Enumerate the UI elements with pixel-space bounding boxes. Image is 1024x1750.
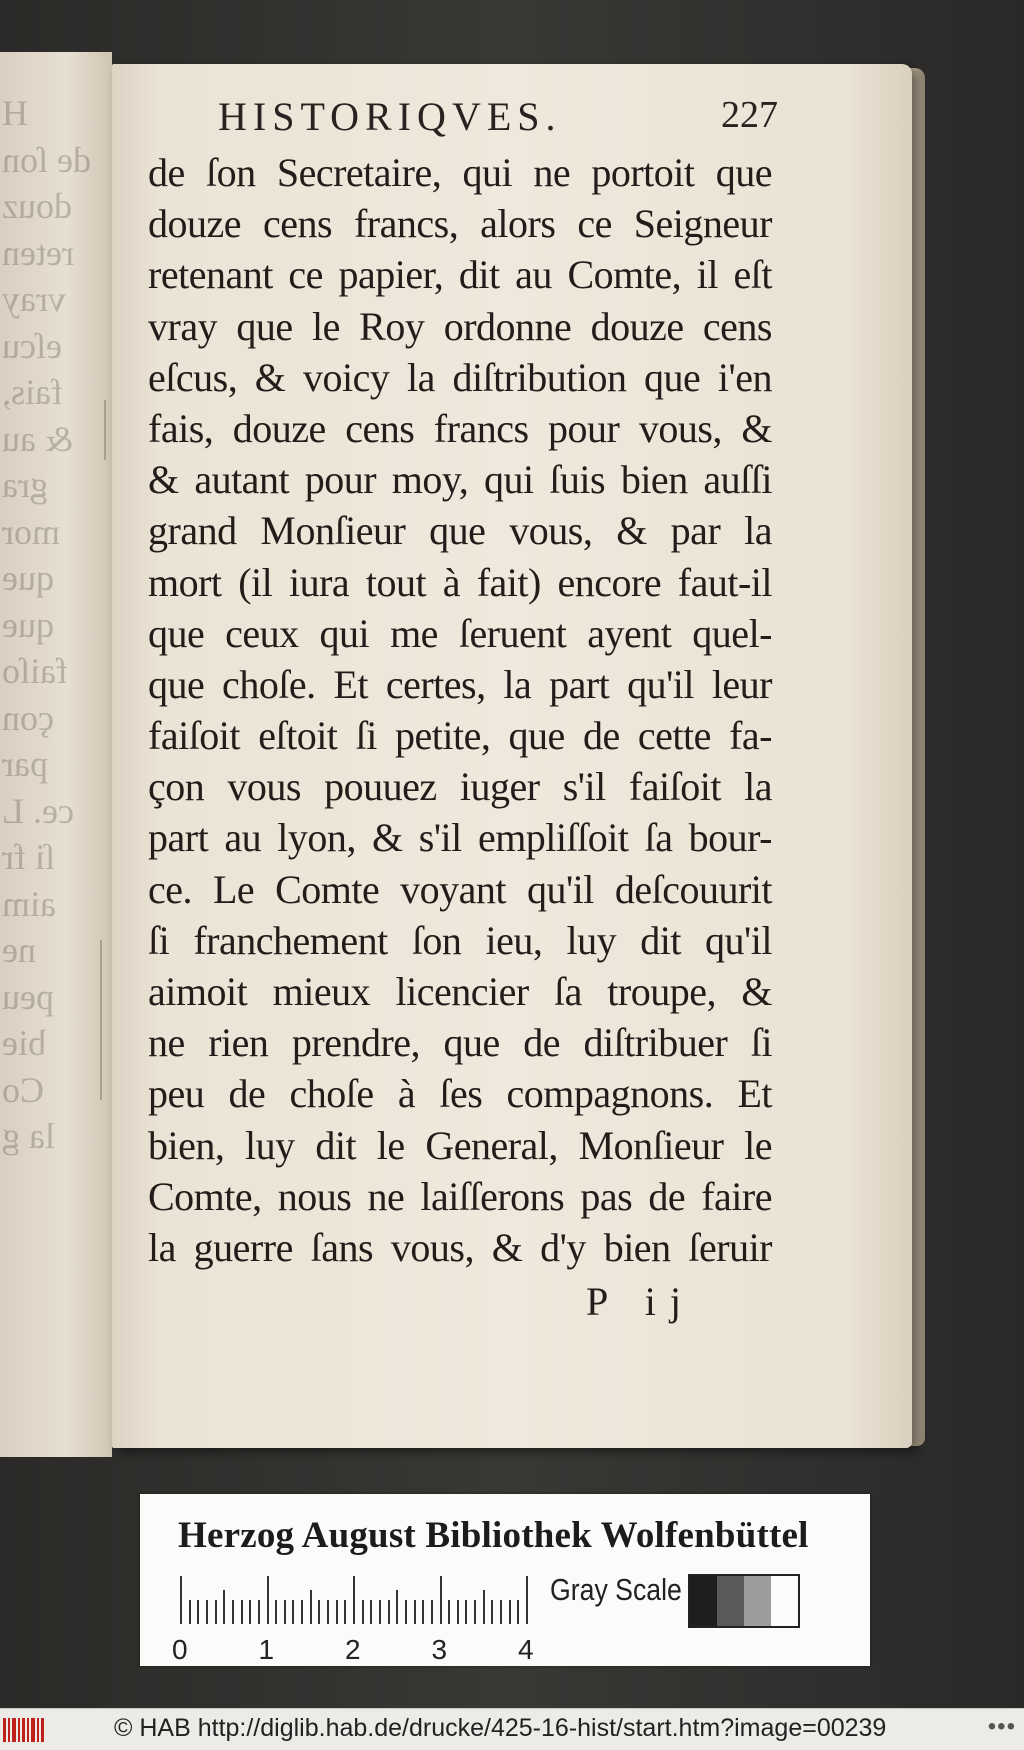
- text-line: çon vous pouuez iuger s'il faiſoit la: [148, 764, 772, 810]
- gray-swatch: [744, 1576, 771, 1626]
- gray-scale-label: Gray Scale: [550, 1572, 682, 1607]
- left-page-text: Co: [2, 1069, 45, 1110]
- ruler-tick: [215, 1600, 217, 1624]
- left-page-text: vray: [2, 279, 66, 319]
- text-line: de ſon Secretaire, qui ne portoit que: [148, 150, 772, 195]
- text-line: ne rien prendre, que de diſtribuer ſi: [148, 1020, 772, 1066]
- ruler-tick: [370, 1600, 372, 1624]
- hab-barcode-icon: [3, 1718, 47, 1742]
- reference-card: [140, 1494, 870, 1666]
- page-text: [148, 147, 772, 1273]
- text-line: grand Monſieur que vous, & par la: [148, 508, 772, 554]
- left-page-text: ce. L: [2, 790, 74, 831]
- more-icon[interactable]: •••: [987, 1713, 1016, 1740]
- ruler-tick: [509, 1600, 511, 1624]
- ruler-label: 4: [518, 1634, 534, 1665]
- ruler-tick: [292, 1600, 294, 1624]
- ruler-tick: [414, 1600, 416, 1624]
- text-line: la guerre ſans vous, & d'y bien ſeruir: [148, 1224, 772, 1270]
- text-line: Comte, nous ne laiſſerons pas de faire: [148, 1173, 772, 1219]
- text-line: vray que le Roy ordonne douze cens: [148, 303, 772, 349]
- ruler-label: 1: [258, 1634, 275, 1665]
- text-line: peu de choſe à ſes compagnons. Et: [148, 1071, 772, 1117]
- ruler-label: 0: [172, 1634, 188, 1665]
- gray-scale-swatches: [688, 1574, 800, 1628]
- ruler-tick: [405, 1600, 407, 1624]
- gray-swatch: [690, 1576, 717, 1626]
- ruler-tick: [465, 1600, 467, 1624]
- text-line: retenant ce papier, dit au Comte, il eſt: [148, 252, 772, 298]
- ruler-tick: [318, 1600, 320, 1624]
- left-page-fragment: [0, 52, 112, 1457]
- ruler-tick: [500, 1600, 502, 1624]
- ruler-tick: [310, 1590, 312, 1624]
- left-page-text: peu: [2, 976, 54, 1017]
- text-line: mort (il iura tout à fait) encore faut-il: [148, 559, 772, 605]
- text-line: que ceux qui me ſeruent ayent quel-: [148, 610, 772, 656]
- left-page-text: la g: [2, 1116, 55, 1156]
- ruler-tick: [267, 1576, 269, 1624]
- ruler-tick: [232, 1600, 234, 1624]
- ruler-tick: [440, 1576, 442, 1624]
- ruler-label: 3: [431, 1634, 448, 1665]
- page-crease: [100, 940, 102, 1100]
- text-line: & autant pour moy, qui ſuis bien auſſi: [148, 457, 772, 503]
- page-header: [218, 93, 778, 143]
- ruler-tick: [241, 1600, 243, 1624]
- left-page-text: par: [2, 744, 48, 784]
- ruler-tick: [517, 1600, 519, 1624]
- left-page-text: aim: [2, 883, 56, 924]
- ruler-tick: [301, 1600, 303, 1624]
- ruler-tick: [526, 1576, 528, 1624]
- ruler-tick: [431, 1600, 433, 1624]
- text-line: ce. Le Comte voyant qu'il deſcouurit: [148, 866, 772, 912]
- ruler-tick: [491, 1600, 493, 1624]
- ruler-tick: [336, 1600, 338, 1624]
- ruler-tick: [483, 1590, 485, 1624]
- ruler-label: 2: [345, 1634, 361, 1665]
- gray-swatch: [717, 1576, 744, 1626]
- status-bar: [0, 1708, 1024, 1750]
- copyright-url[interactable]: © HAB http://diglib.hab.de/drucke/425-16-hist/start.htm?image=00239: [114, 1714, 887, 1742]
- text-line: fais, douze cens francs pour vous, &: [148, 405, 772, 451]
- left-page-text: que: [2, 558, 54, 598]
- ruler-tick: [379, 1600, 381, 1624]
- ruler-tick: [189, 1600, 191, 1624]
- ruler-tick: [448, 1600, 450, 1624]
- text-line: douze cens francs, alors ce Seigneur: [148, 201, 772, 247]
- text-line: faiſoit eſtoit ſi petite, que de cette fa-: [148, 713, 772, 759]
- text-line: bien, luy dit le General, Monſieur le: [148, 1122, 772, 1168]
- text-line: eſcus, & voicy la diſtribution que i'en: [148, 354, 772, 400]
- ruler-tick: [206, 1600, 208, 1624]
- ruler-tick: [474, 1600, 476, 1624]
- left-page-text: eſcu: [2, 325, 62, 366]
- page-number: 227: [721, 94, 778, 136]
- library-name: Herzog August Bibliothek Wolfenbüttel: [178, 1515, 809, 1556]
- left-page-text: çon: [2, 697, 54, 738]
- left-page-text: ſi fr: [2, 837, 55, 877]
- ruler-tick: [284, 1600, 286, 1624]
- left-page-text: douz: [2, 186, 72, 226]
- ruler: [180, 1574, 532, 1624]
- left-page-text: que: [2, 604, 54, 645]
- left-page-text: gra: [2, 465, 48, 505]
- page-crease: [104, 400, 106, 460]
- ruler-tick: [275, 1600, 277, 1624]
- ruler-tick: [396, 1590, 398, 1624]
- running-head: HISTORIQVES.: [218, 94, 562, 139]
- text-line: aimoit mieux licencier ſa troupe, &: [148, 969, 772, 1014]
- gray-swatch: [771, 1576, 798, 1626]
- ruler-tick: [457, 1600, 459, 1624]
- ruler-tick: [388, 1600, 390, 1624]
- ruler-tick: [249, 1600, 251, 1624]
- ruler-tick: [197, 1600, 199, 1624]
- text-line: part au lyon, & s'il empliſſoit ſa bour-: [148, 815, 772, 861]
- signature-mark: P ij: [586, 1279, 695, 1324]
- text-line: ſi franchement ſon ieu, luy dit qu'il: [148, 917, 772, 963]
- ruler-tick: [223, 1590, 225, 1624]
- ruler-tick: [180, 1576, 182, 1624]
- text-line: que choſe. Et certes, la part qu'il leur: [148, 661, 772, 707]
- left-page-text: fais,: [2, 372, 63, 412]
- ruler-tick: [344, 1600, 346, 1624]
- left-page-text: mor: [2, 511, 60, 552]
- left-page-text: de ſon: [2, 139, 91, 180]
- ruler-tick: [353, 1576, 355, 1624]
- ruler-tick: [422, 1600, 424, 1624]
- left-page-text: faiſo: [2, 651, 68, 691]
- ruler-tick: [327, 1600, 329, 1624]
- ruler-tick: [258, 1600, 260, 1624]
- left-page-text: reten: [2, 232, 74, 273]
- left-page-text: H: [2, 93, 28, 133]
- left-page-text: ne: [2, 930, 36, 970]
- left-page-text: bie: [2, 1023, 46, 1063]
- ruler-tick: [362, 1600, 364, 1624]
- left-page-text: & au: [2, 418, 73, 459]
